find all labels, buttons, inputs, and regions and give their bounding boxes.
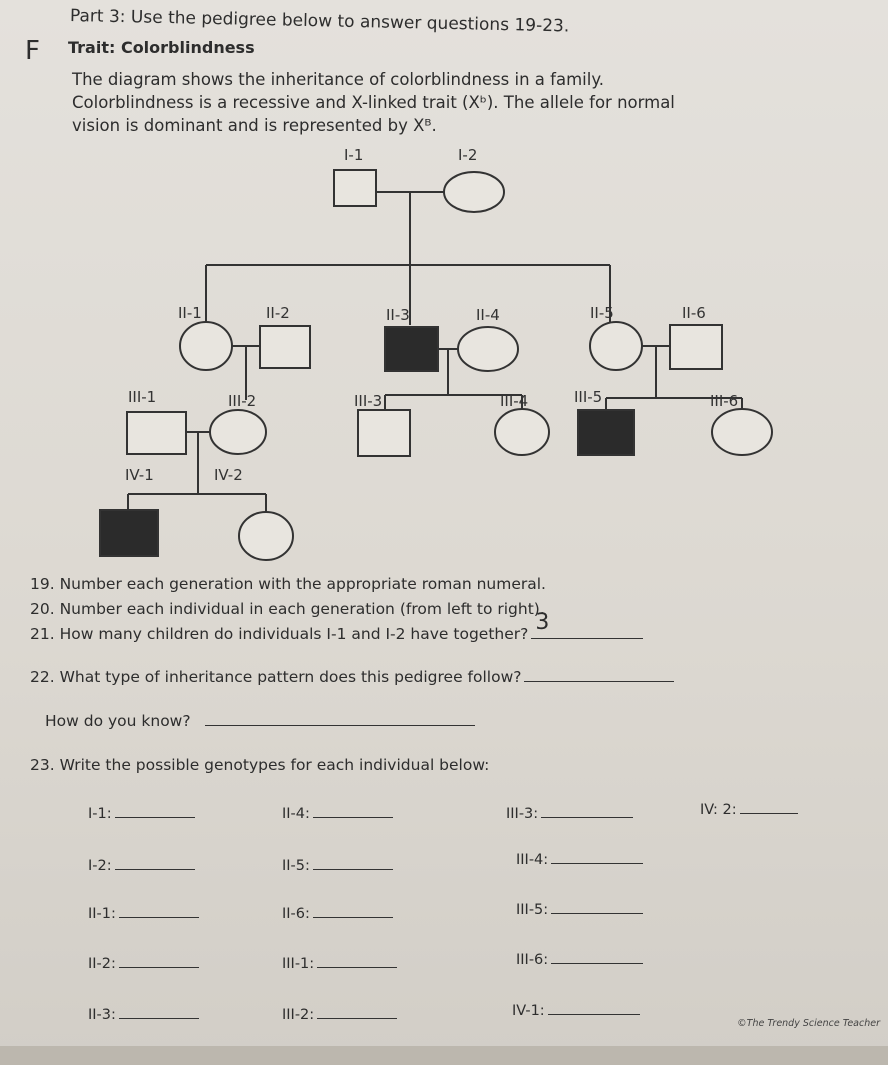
female-normal-symbol: [210, 410, 266, 454]
female-normal-symbol: [590, 322, 642, 370]
question-19: 19. Number each generation with the appropriate roman numeral.: [30, 575, 546, 593]
genotype-field[interactable]: [317, 1018, 397, 1019]
genotype-iii5: [516, 902, 643, 918]
female-normal-symbol: [444, 172, 504, 212]
label-iii6: III-6: [710, 392, 739, 410]
copyright-credit: ©The Trendy Science Teacher: [737, 1018, 880, 1029]
genotype-field[interactable]: [548, 1014, 640, 1015]
label-ii3: II-3: [386, 306, 410, 324]
genotype-ii3: [88, 1007, 199, 1023]
section-letter: F: [25, 36, 40, 66]
label-i1: I-1: [344, 146, 364, 164]
label-i2: I-2: [458, 146, 478, 164]
genotype-iv2: [700, 802, 798, 818]
genotype-field[interactable]: [313, 817, 393, 818]
label-iii2: III-2: [228, 392, 257, 410]
label-ii2: II-2: [266, 304, 290, 322]
female-normal-symbol: [458, 327, 518, 371]
genotype-ii1: [88, 906, 199, 922]
genotype-field[interactable]: [119, 917, 199, 918]
part-title: Part 3: Use the pedigree below to answer questions 19-23.: [69, 6, 570, 37]
question-20: 20. Number each individual in each generation (from left to right).: [30, 600, 545, 618]
genotype-label: II-5:: [282, 858, 310, 874]
label-iv1: IV-1: [125, 466, 154, 484]
label-ii1: II-1: [178, 304, 202, 322]
question-21: [30, 610, 643, 643]
genotype-i2: [88, 858, 195, 874]
genotype-i1: [88, 806, 195, 822]
label-iii1: III-1: [128, 388, 157, 406]
page-bottom-edge: [0, 1046, 888, 1065]
genotype-label: II-2:: [88, 956, 116, 972]
genotype-field[interactable]: [541, 817, 633, 818]
genotype-field[interactable]: [551, 863, 643, 864]
male-affected-symbol: [385, 327, 438, 371]
genotype-iii3: [506, 806, 633, 822]
genotype-iii4: [516, 852, 643, 868]
genotype-ii4: [282, 806, 393, 822]
label-iii4: III-4: [500, 392, 529, 410]
genotype-ii2: [88, 956, 199, 972]
label-ii6: II-6: [682, 304, 706, 322]
genotype-label: IV: 2:: [700, 802, 737, 818]
label-ii5: II-5: [590, 304, 614, 322]
label-ii4: II-4: [476, 306, 500, 324]
genotype-iii1: [282, 956, 397, 972]
genotype-label: II-3:: [88, 1007, 116, 1023]
male-normal-symbol: [358, 410, 410, 456]
genotype-field[interactable]: [740, 813, 798, 814]
answer-22b-field[interactable]: [205, 725, 475, 726]
genotype-field[interactable]: [313, 917, 393, 918]
answer-22-field[interactable]: [524, 681, 674, 682]
male-normal-symbol: [334, 170, 376, 206]
genotype-label: I-1:: [88, 806, 112, 822]
genotype-label: III-2:: [282, 1007, 315, 1023]
genotype-iii6: [516, 952, 643, 968]
male-affected-symbol: [578, 410, 634, 455]
question-22b-text: How do you know?: [45, 712, 191, 730]
label-iv2: IV-2: [214, 466, 243, 484]
label-iii5: III-5: [574, 388, 603, 406]
genotype-label: III-1:: [282, 956, 315, 972]
genotype-ii6: [282, 906, 393, 922]
genotype-label: I-2:: [88, 858, 112, 874]
genotype-field[interactable]: [115, 817, 195, 818]
genotype-label: III-5:: [516, 902, 549, 918]
genotype-label: IV-1:: [512, 1003, 545, 1019]
female-normal-symbol: [495, 409, 549, 455]
trait-label: Trait: Colorblindness: [68, 38, 255, 57]
genotype-field[interactable]: [115, 869, 195, 870]
male-normal-symbol: [260, 326, 310, 368]
question-22b: [45, 712, 475, 730]
female-normal-symbol: [239, 512, 293, 560]
genotype-field[interactable]: [551, 913, 643, 914]
male-normal-symbol: [127, 412, 186, 454]
genotype-label: II-6:: [282, 906, 310, 922]
male-affected-symbol: [100, 510, 158, 556]
genotype-field[interactable]: [119, 967, 199, 968]
genotype-label: III-3:: [506, 806, 539, 822]
intro-line-3: vision is dominant and is represented by Xᴮ.: [72, 116, 437, 135]
question-22: [30, 668, 674, 686]
intro-line-2: Colorblindness is a recessive and X-linked trait (Xᵇ). The allele for normal: [72, 93, 675, 112]
genotype-iv1: [512, 1003, 640, 1019]
answer-21-field[interactable]: [531, 610, 643, 639]
genotype-ii5: [282, 858, 393, 874]
genotype-field[interactable]: [119, 1018, 199, 1019]
genotype-field[interactable]: [551, 963, 643, 964]
intro-line-1: The diagram shows the inheritance of colorblindness in a family.: [72, 70, 604, 89]
genotype-field[interactable]: [317, 967, 397, 968]
genotype-label: II-4:: [282, 806, 310, 822]
question-23: 23. Write the possible genotypes for each individual below:: [30, 756, 490, 774]
female-normal-symbol: [712, 409, 772, 455]
answer-21-value: 3: [535, 610, 550, 635]
genotype-field[interactable]: [313, 869, 393, 870]
female-normal-symbol: [180, 322, 232, 370]
label-iii3: III-3: [354, 392, 383, 410]
genotype-label: II-1:: [88, 906, 116, 922]
genotype-label: III-6:: [516, 952, 549, 968]
genotype-iii2: [282, 1007, 397, 1023]
question-22-text: 22. What type of inheritance pattern does this pedigree follow?: [30, 668, 522, 686]
male-normal-symbol: [670, 325, 722, 369]
genotype-label: III-4:: [516, 852, 549, 868]
question-21-text: 21. How many children do individuals I-1 and I-2 have together?: [30, 625, 529, 643]
